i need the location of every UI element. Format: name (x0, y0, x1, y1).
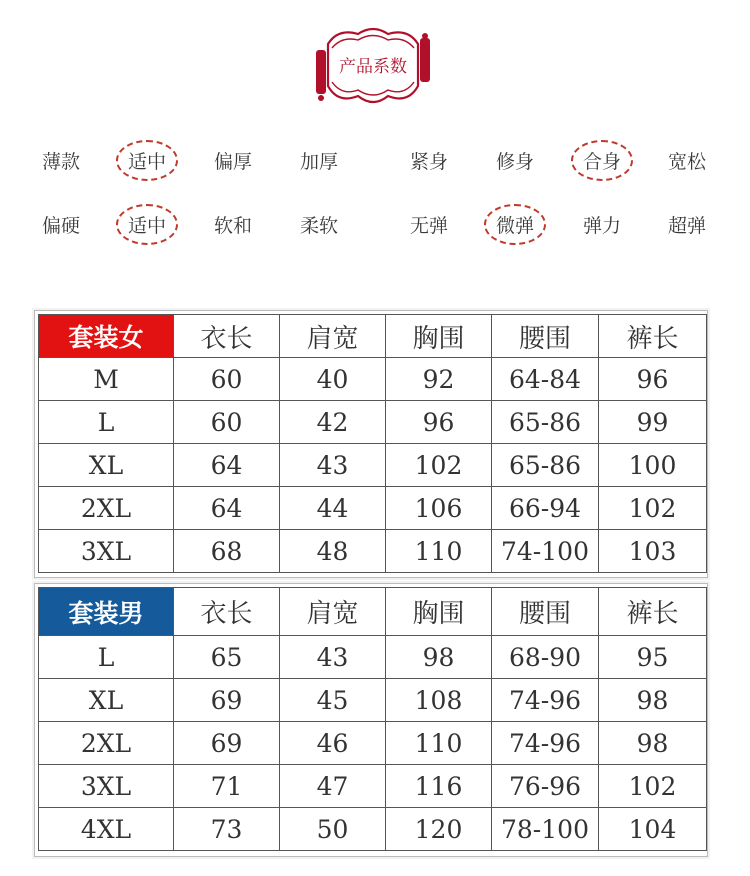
value-cell: 68 (174, 530, 280, 573)
value-cell: 116 (386, 765, 492, 808)
title-banner (298, 24, 448, 114)
value-cell: 100 (599, 444, 707, 487)
size-cell: L (39, 636, 174, 679)
table-row (39, 722, 707, 765)
attr-tight: 紧身 (410, 151, 449, 173)
header-chest: 胸围 (386, 315, 492, 358)
value-cell: 73 (174, 808, 280, 851)
value-cell: 64 (174, 444, 280, 487)
value-cell: 98 (599, 679, 707, 722)
value-cell: 60 (174, 358, 280, 401)
size-cell: XL (39, 444, 174, 487)
table-row (39, 808, 707, 851)
value-cell: 98 (599, 722, 707, 765)
value-cell: 50 (280, 808, 386, 851)
attr-slim: 修身 (496, 151, 535, 173)
table-row (39, 358, 707, 401)
page-title: 产品系数 (339, 57, 407, 77)
attr-thin: 薄款 (42, 151, 81, 173)
value-cell: 65-86 (492, 444, 599, 487)
value-cell: 69 (174, 679, 280, 722)
header-pants-length: 裤长 (599, 315, 707, 358)
men-label: 套装男 (39, 588, 174, 636)
value-cell: 47 (280, 765, 386, 808)
value-cell: 102 (599, 487, 707, 530)
header-waist: 腰围 (492, 588, 599, 636)
size-cell: 2XL (39, 722, 174, 765)
value-cell: 44 (280, 487, 386, 530)
table-row (39, 444, 707, 487)
header-chest: 胸围 (386, 588, 492, 636)
attr-super-stretch: 超弹 (668, 215, 707, 237)
value-cell: 43 (280, 444, 386, 487)
value-cell: 74-96 (492, 679, 599, 722)
value-cell: 78-100 (492, 808, 599, 851)
value-cell: 106 (386, 487, 492, 530)
table-row (39, 530, 707, 573)
value-cell: 102 (599, 765, 707, 808)
size-cell: 3XL (39, 530, 174, 573)
value-cell: 42 (280, 401, 386, 444)
attr-medium-softness: 适中 (128, 211, 166, 238)
attr-medium-thickness: 适中 (128, 147, 166, 174)
header-shoulder: 肩宽 (280, 315, 386, 358)
value-cell: 45 (280, 679, 386, 722)
value-cell: 74-96 (492, 722, 599, 765)
value-cell: 48 (280, 530, 386, 573)
size-cell: XL (39, 679, 174, 722)
attr-soft: 软和 (214, 215, 253, 237)
table-row (39, 636, 707, 679)
attr-no-stretch: 无弹 (410, 215, 449, 237)
value-cell: 110 (386, 530, 492, 573)
table-row (39, 765, 707, 808)
header-length: 衣长 (174, 588, 280, 636)
value-cell: 74-100 (492, 530, 599, 573)
value-cell: 69 (174, 722, 280, 765)
value-cell: 76-96 (492, 765, 599, 808)
attr-stretch: 弹力 (583, 215, 622, 237)
value-cell: 110 (386, 722, 492, 765)
value-cell: 99 (599, 401, 707, 444)
value-cell: 65 (174, 636, 280, 679)
women-label: 套装女 (39, 315, 174, 358)
value-cell: 66-94 (492, 487, 599, 530)
header-shoulder: 肩宽 (280, 588, 386, 636)
table-header-row (39, 315, 707, 358)
size-cell: 3XL (39, 765, 174, 808)
attr-stiff: 偏硬 (42, 215, 81, 237)
value-cell: 103 (599, 530, 707, 573)
value-cell: 96 (599, 358, 707, 401)
value-cell: 68-90 (492, 636, 599, 679)
attr-slight-stretch: 微弹 (496, 211, 534, 238)
table-row (39, 401, 707, 444)
table-row (39, 679, 707, 722)
size-cell: M (39, 358, 174, 401)
value-cell: 65-86 (492, 401, 599, 444)
value-cell: 92 (386, 358, 492, 401)
attr-thick: 偏厚 (214, 151, 253, 173)
size-cell: 4XL (39, 808, 174, 851)
value-cell: 64 (174, 487, 280, 530)
table-row (39, 487, 707, 530)
value-cell: 96 (386, 401, 492, 444)
size-cell: L (39, 401, 174, 444)
attr-extra-thick: 加厚 (300, 151, 339, 173)
value-cell: 108 (386, 679, 492, 722)
value-cell: 104 (599, 808, 707, 851)
women-size-table (38, 314, 707, 573)
attr-loose: 宽松 (668, 151, 707, 173)
value-cell: 60 (174, 401, 280, 444)
value-cell: 64-84 (492, 358, 599, 401)
attr-very-soft: 柔软 (300, 215, 339, 237)
header-waist: 腰围 (492, 315, 599, 358)
header-pants-length: 裤长 (599, 588, 707, 636)
attr-regular-fit: 合身 (583, 147, 621, 174)
table-header-row (39, 588, 707, 636)
men-size-table (38, 587, 707, 851)
value-cell: 40 (280, 358, 386, 401)
value-cell: 95 (599, 636, 707, 679)
value-cell: 102 (386, 444, 492, 487)
value-cell: 46 (280, 722, 386, 765)
header-length: 衣长 (174, 315, 280, 358)
value-cell: 43 (280, 636, 386, 679)
size-cell: 2XL (39, 487, 174, 530)
value-cell: 98 (386, 636, 492, 679)
value-cell: 71 (174, 765, 280, 808)
value-cell: 120 (386, 808, 492, 851)
